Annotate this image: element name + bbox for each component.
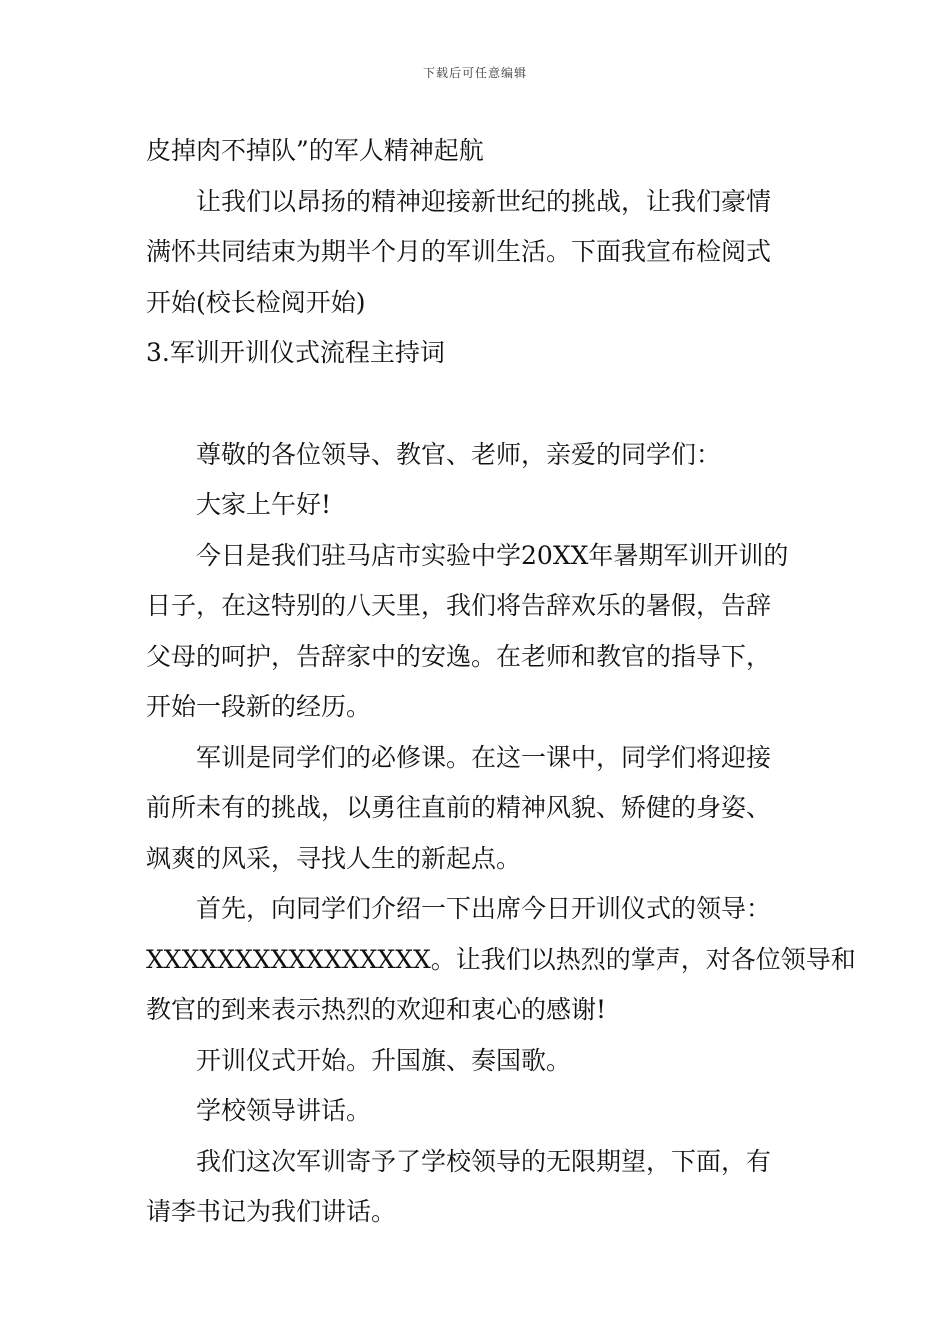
text-line: 学校领导讲话。 [196, 1096, 372, 1125]
text-line: 皮掉肉不掉队”的军人精神起航 [146, 136, 484, 165]
text-line: 教官的到来表示热烈的欢迎和衷心的感谢! [146, 995, 607, 1024]
text-line: 我们这次军训寄予了学校领导的无限期望，下面，有 [196, 1146, 772, 1176]
text-line: 开始一段新的经历。 [146, 692, 372, 721]
text-line: 尊敬的各位领导、教官、老师，亲爱的同学们： [196, 439, 722, 469]
text-line: 开始(校长检阅开始) [146, 287, 366, 317]
text-line: 日子，在这特别的八天里，我们将告辞欢乐的暑假，告辞 [146, 591, 772, 620]
text-line: 军训是同学们的必修课。在这一课中，同学们将迎接 [196, 742, 772, 772]
text-line: 请李书记为我们讲话。 [146, 1197, 397, 1226]
text-line: XXXXXXXXXXXXXXXX。让我们以热烈的掌声，对各位领导和 [146, 944, 856, 974]
text-line: 首先，向同学们介绍一下出席今日开训仪式的领导： [196, 894, 772, 923]
text-line: 今日是我们驻马店市实验中学20XX年暑期军训开训的 [196, 540, 789, 570]
text-line: 让我们以昂扬的精神迎接新世纪的挑战，让我们豪情 [196, 186, 772, 216]
text-line: 大家上午好! [196, 490, 332, 519]
page-header: 下载后可任意编辑 [422, 66, 527, 80]
text-line: 开训仪式开始。升国旗、奏国歌。 [196, 1045, 572, 1075]
text-line: 父母的呵护，告辞家中的安逸。在老师和教官的指导下， [146, 641, 772, 671]
blank-line [146, 379, 808, 430]
text-line: 满怀共同结束为期半个月的军训生活。下面我宣布检阅式 [146, 237, 772, 266]
text-line: 前所未有的挑战，以勇往直前的精神风貌、矫健的身姿、 [146, 793, 772, 822]
document-body [146, 126, 856, 1238]
section-heading: 3.军训开训仪式流程主持词 [146, 338, 445, 367]
text-line: 飒爽的风采，寻找人生的新起点。 [146, 843, 522, 873]
